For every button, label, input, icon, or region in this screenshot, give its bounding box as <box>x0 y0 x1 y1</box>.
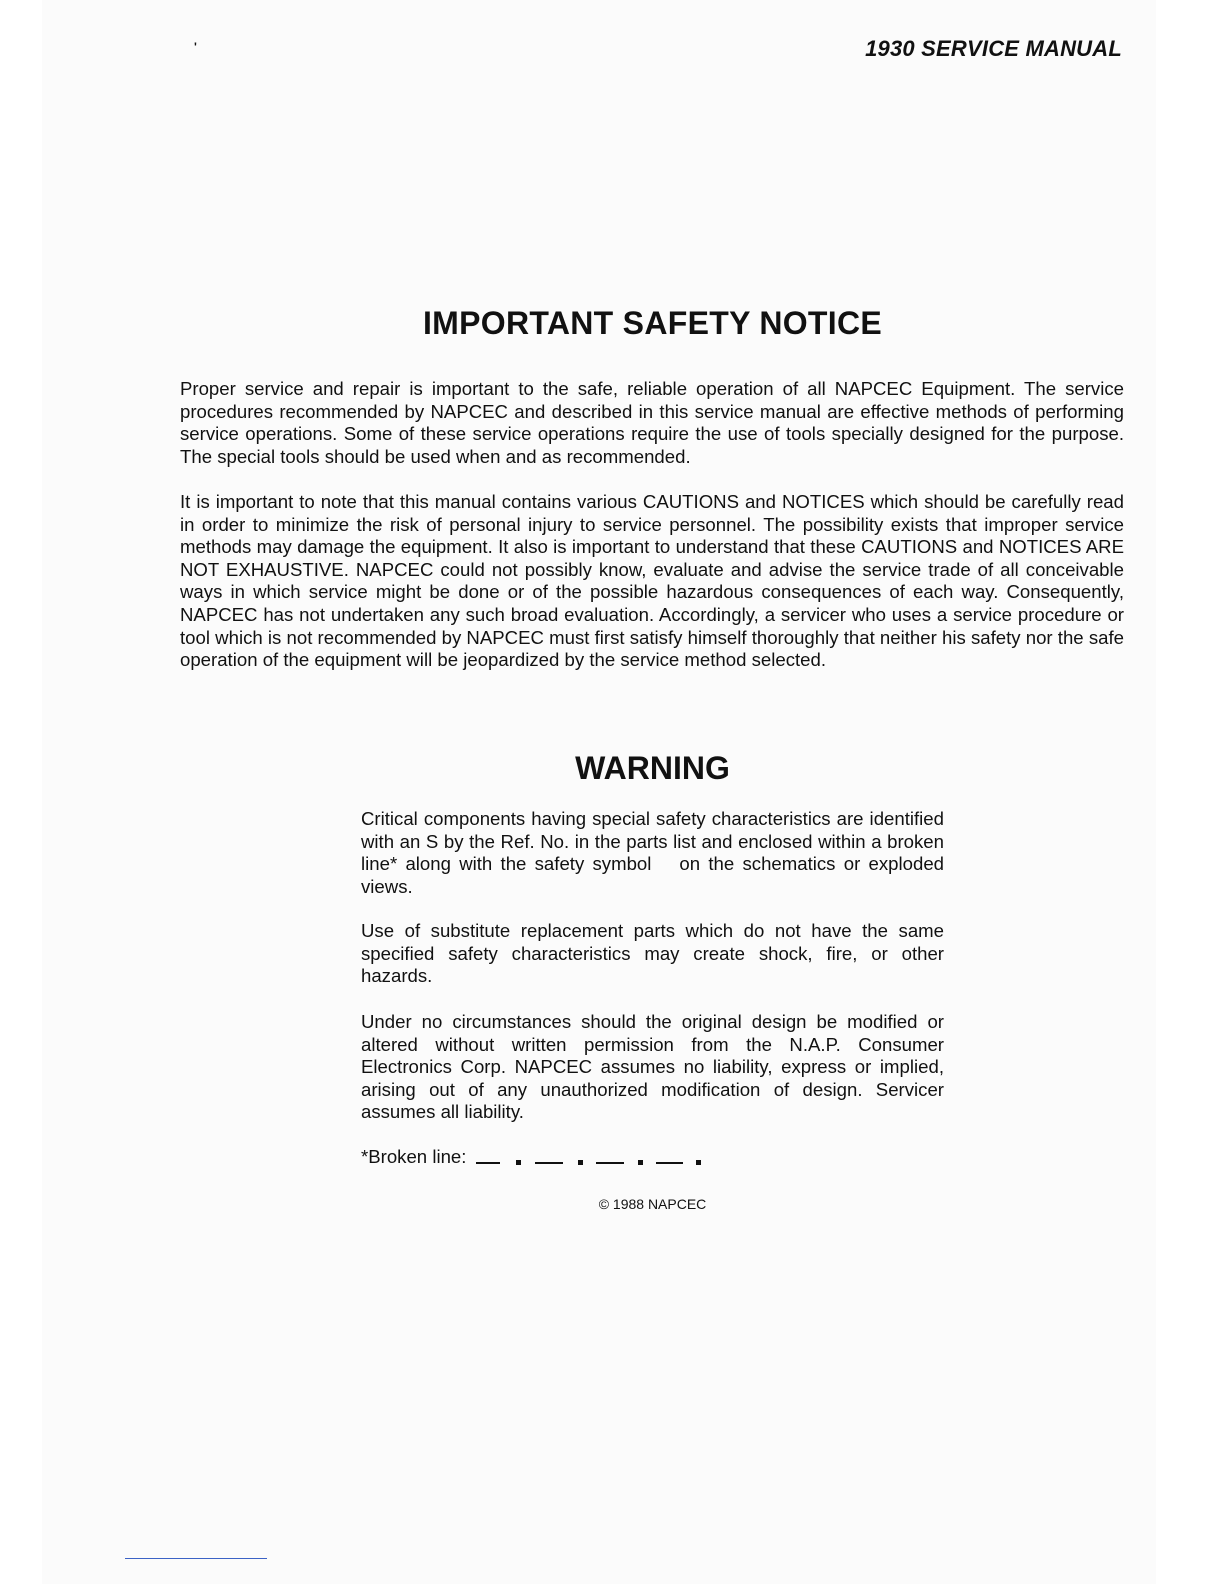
bottom-rule <box>125 1558 267 1559</box>
warning-paragraph-1 <box>361 808 944 898</box>
warning-heading: WARNING <box>575 750 730 786</box>
warning-paragraph-3: Under no circumstances should the original design be modified or altered without written permission from the N.A.P. Consumer Electronics Corp. NAPCEC assumes no liability, express or implied, arising out of any unauthorized modification of design. Servicer assumes all liability. <box>361 1011 944 1123</box>
broken-line-icon <box>476 1153 706 1167</box>
stray-mark: ' <box>194 40 197 54</box>
safety-notice-paragraph-1: Proper service and repair is important to the safe, reliable operation of all NAPCEC Equipment. The service procedures recommended by NAPCEC and described in this service manual are effective methods of performing service operations. Some of these service operations require the use of tools specially designed for the purpose. The special tools should be used when and as recommended. <box>180 378 1124 467</box>
warning-paragraph-1-part-a: Critical components having special safety characteristics are identified with an S by the Ref. No. in the parts list and enclosed within a broken line* along with the safety symbol <box>361 808 944 875</box>
document-page <box>42 0 1156 1584</box>
safety-notice-heading: IMPORTANT SAFETY NOTICE <box>422 305 883 341</box>
manual-header-title: 1930 SERVICE MANUAL <box>865 36 1122 61</box>
warning-paragraph-2: Use of substitute replacement parts which do not have the same specified safety characteristics may create shock, fire, or other hazards. <box>361 920 944 987</box>
broken-line-label: *Broken line: <box>361 1146 467 1167</box>
copyright-notice: © 1988 NAPCEC <box>598 1196 707 1212</box>
broken-line-legend <box>361 1146 706 1169</box>
safety-notice-paragraph-2: It is important to note that this manual contains various CAUTIONS and NOTICES which should be carefully read in order to minimize the risk of personal injury to service personnel. The possibility exists that improper service methods may damage the equipment. It also is important to understand that these CAUTIONS and NOTICES ARE NOT EXHAUSTIVE. NAPCEC could not possibly know, evaluate and advise the service trade of all conceivable ways in which service might be done or of the possible hazardous consequences of each way. Consequently, NAPCEC has not undertaken any such broad evaluation. Accordingly, a servicer who uses a service procedure or tool which is not recommended by NAPCEC must first satisfy himself thoroughly that neither his safety nor the safe operation of the equipment will be jeopardized by the service method selected. <box>180 491 1124 671</box>
warning-paragraph-1-part-b: on the schematics or exploded views. <box>361 853 945 897</box>
